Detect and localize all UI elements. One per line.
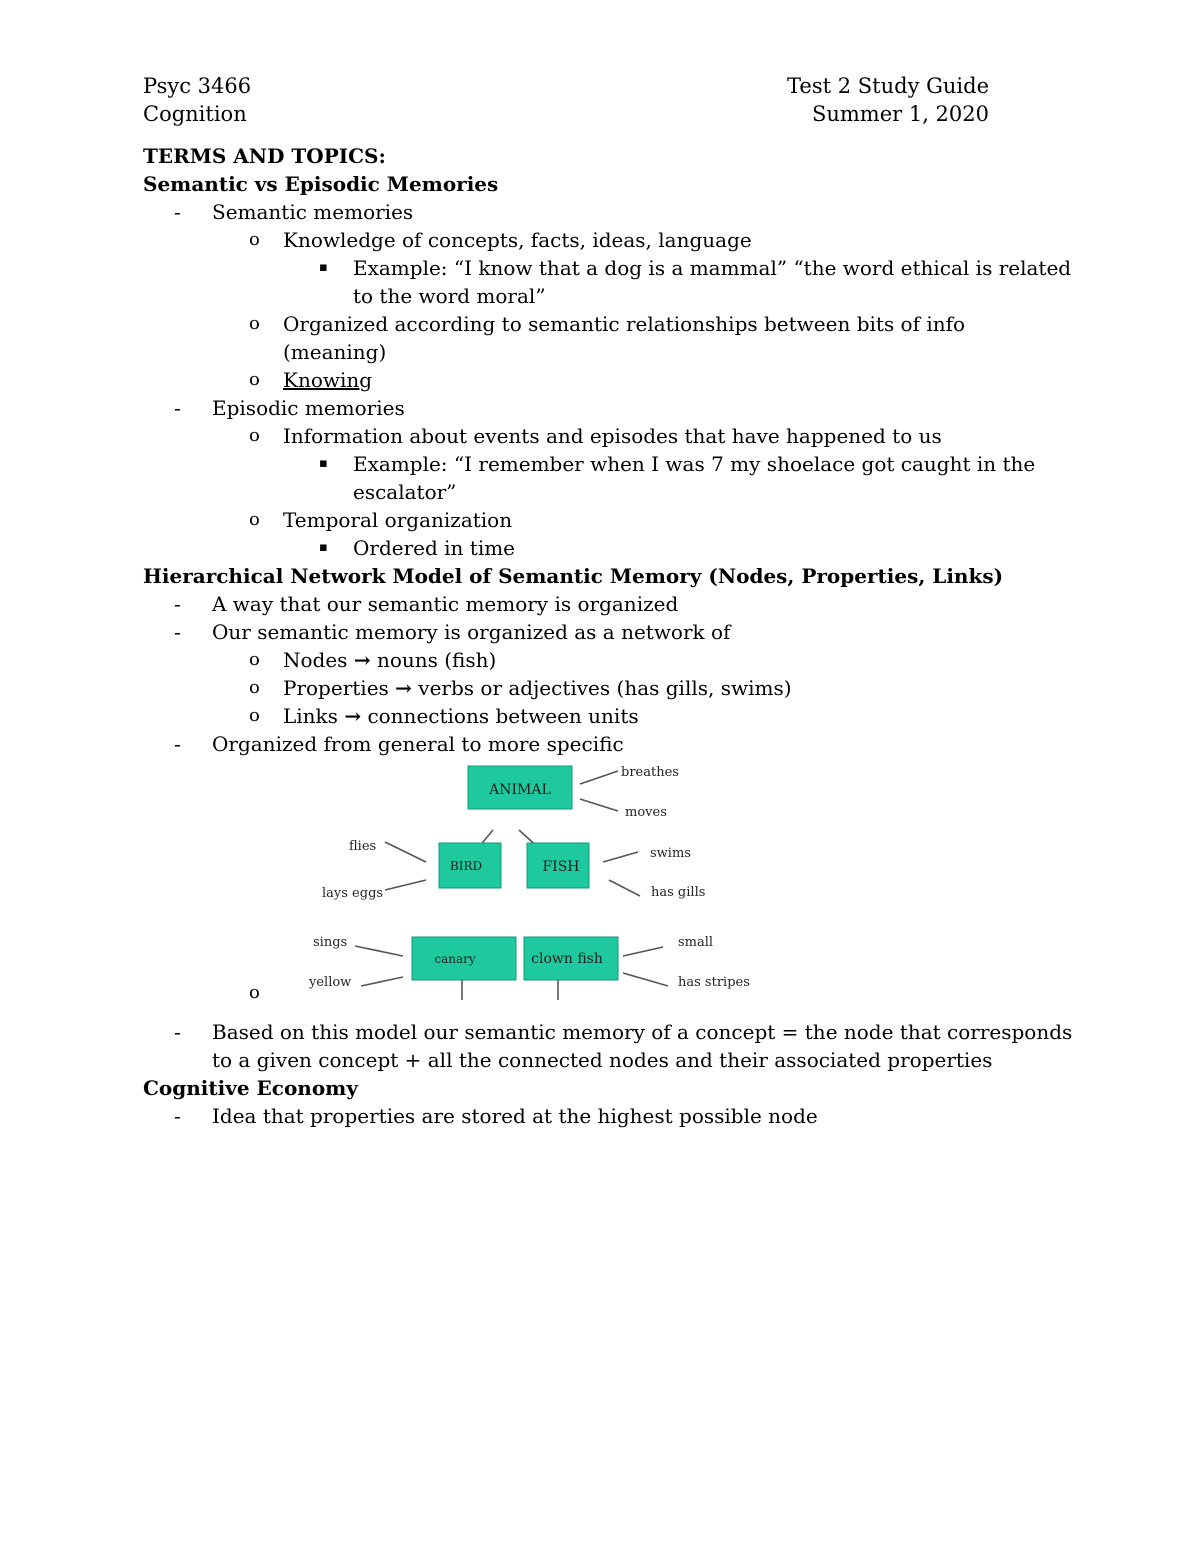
- course-subject: Cognition: [143, 102, 247, 126]
- list-item: - A way that our semantic memory is organized: [174, 592, 679, 616]
- list-item-continuation: (meaning): [283, 340, 387, 364]
- list-item: - Semantic memories: [174, 200, 414, 224]
- list-item: [143, 366, 1073, 394]
- list-item: - Based on this model our semantic memory of a concept = the node that corresponds: [174, 1020, 1073, 1044]
- list-item: o Temporal organization: [249, 508, 513, 532]
- arrow-icon: →: [395, 676, 412, 700]
- list-item-continuation: to the word moral”: [353, 284, 546, 308]
- list-item: o Links → connections between units: [249, 704, 639, 728]
- property-flies: flies: [349, 839, 377, 854]
- list-marker: o: [249, 509, 260, 530]
- property-small: small: [678, 935, 714, 950]
- node-label-animal: ANIMAL: [489, 782, 551, 798]
- list-item-continuation: escalator”: [353, 480, 457, 504]
- list-item: o Nodes → nouns (fish): [249, 648, 497, 672]
- list-item: ▪ Example: “I remember when I was 7 my shoelace got caught in the: [319, 452, 1036, 476]
- section-heading-cognitive-economy: Cognitive Economy: [143, 1076, 358, 1100]
- list-item: - Idea that properties are stored at the highest possible node: [174, 1104, 818, 1128]
- property-lays-eggs: lays eggs: [322, 886, 384, 901]
- terms-heading: TERMS AND TOPICS:: [143, 144, 386, 168]
- list-marker: o: [249, 229, 260, 250]
- list-item: o Knowledge of concepts, facts, ideas, language: [249, 228, 752, 252]
- list-item: - Organized from general to more specific: [174, 732, 624, 756]
- hierarchical-network-diagram: [143, 758, 1073, 1018]
- list-item: ▪ Example: “I know that a dog is a mammal” “the word ethical is related: [319, 256, 1072, 280]
- list-item: ▪ Ordered in time: [319, 536, 516, 560]
- property-breathes: breathes: [621, 765, 679, 780]
- list-item-continuation: to a given concept + all the connected nodes and their associated properties: [212, 1048, 993, 1072]
- property-sings: sings: [313, 935, 348, 950]
- list-marker: ▪: [319, 540, 328, 555]
- node-label-canary: canary: [434, 952, 476, 966]
- list-item: o Properties → verbs or adjectives (has gills, swims): [249, 676, 792, 700]
- property-swims: swims: [650, 846, 691, 861]
- arrow-icon: →: [344, 704, 362, 728]
- document-title: Test 2 Study Guide: [787, 74, 989, 98]
- list-marker: -: [174, 620, 181, 644]
- node-label-clownfish: clown fish: [531, 951, 603, 967]
- document-body: [143, 142, 1073, 1130]
- list-marker: ▪: [319, 260, 328, 275]
- document-header: [143, 72, 989, 128]
- property-has-gills: has gills: [651, 885, 706, 900]
- list-marker: o: [249, 425, 260, 446]
- node-label-fish: FISH: [542, 859, 580, 875]
- knowing-term: Knowing: [283, 368, 373, 392]
- diagram-list-marker: o: [249, 982, 260, 1003]
- list-marker: -: [174, 592, 181, 616]
- term: Summer 1, 2020: [811, 102, 989, 126]
- list-marker: -: [174, 732, 181, 756]
- list-item: o Organized according to semantic relationships between bits of info: [249, 312, 966, 336]
- property-has-stripes: has stripes: [678, 975, 750, 990]
- list-marker: o: [249, 677, 260, 698]
- list-marker: -: [174, 200, 181, 224]
- course-code: Psyc 3466: [143, 74, 252, 98]
- list-item: o Information about events and episodes that have happened to us: [249, 424, 942, 448]
- list-item: - Episodic memories: [174, 396, 405, 420]
- list-marker: ▪: [319, 456, 328, 471]
- property-moves: moves: [625, 805, 667, 820]
- diagram-svg: [143, 758, 1073, 1018]
- list-marker: o: [249, 649, 260, 670]
- section-heading-semantic-episodic: Semantic vs Episodic Memories: [143, 172, 499, 196]
- list-marker: o: [249, 369, 260, 390]
- list-marker: -: [174, 1020, 181, 1044]
- list-item: - Our semantic memory is organized as a network of: [174, 620, 731, 644]
- property-yellow: yellow: [309, 975, 352, 990]
- list-marker: o: [249, 705, 260, 726]
- list-marker: -: [174, 396, 181, 420]
- arrow-icon: →: [353, 648, 371, 672]
- list-marker: -: [174, 1104, 181, 1128]
- list-marker: o: [249, 313, 260, 334]
- section-heading-hierarchical-network: Hierarchical Network Model of Semantic Memory (Nodes, Properties, Links): [143, 564, 1004, 588]
- node-label-bird: BIRD: [449, 859, 483, 873]
